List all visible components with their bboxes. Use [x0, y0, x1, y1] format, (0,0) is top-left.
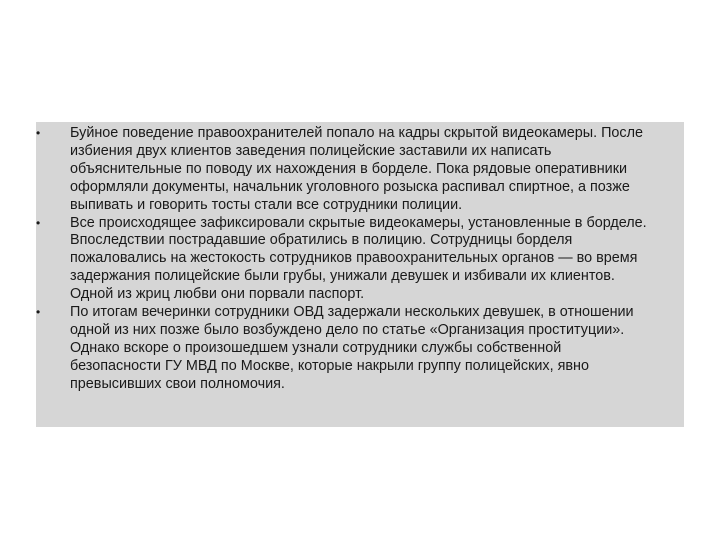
bullet-item-3	[36, 304, 656, 394]
bullet-icon: •	[36, 215, 41, 230]
bullet-text: Буйное поведение правоохранителей попало на кадры скрытой видеокамеры. После избиения двух клиентов заведения полицейские заставили их написать объяснительные по поводу их нахождения в борделе. Пока рядовые оперативники оформляли документы, начальник уголовного розыска распивал спиртное, а позже выпивать и говорить тосты стали все сотрудники полиции.	[70, 125, 644, 213]
bullet-item-1	[36, 125, 656, 215]
bullet-text: Все происходящее зафиксировали скрытые видеокамеры, установленные в борделе. Впоследствии пострадавшие обратились в полицию. Сотрудницы борделя пожаловались на жестокость сотрудников правоохранительных органов — во время задержания полицейские были грубы, унижали девушек и избивали их клиентов. Одной из жриц любви они порвали паспорт.	[70, 214, 647, 303]
bullet-icon: •	[36, 126, 41, 140]
bullet-item-2	[36, 215, 656, 305]
bullet-list	[36, 125, 656, 394]
bullet-icon: •	[36, 305, 41, 320]
bullet-text: По итогам вечеринки сотрудники ОВД задержали нескольких девушек, в отношении одной из них позже было возбуждено дело по статье «Организация проституции». Однако вскоре о произошедшем узнали сотрудники службы собственной безопасности ГУ МВД по Москве, которые накрыли группу полицейских, явно превысивших свои полномочия.	[70, 304, 634, 392]
